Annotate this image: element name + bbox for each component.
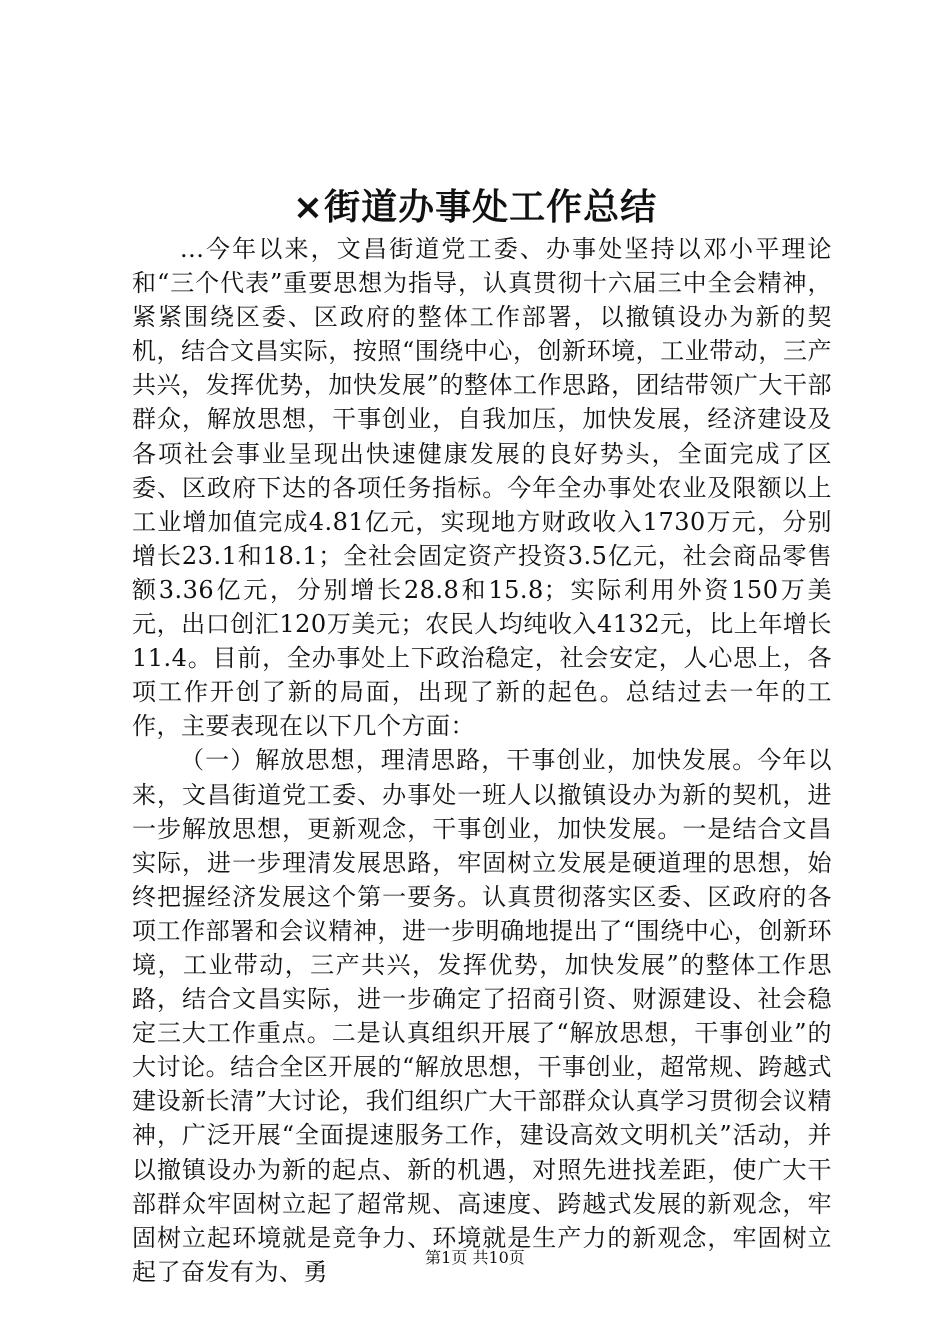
page-number-footer: 第1页 共10页 (425, 1248, 525, 1267)
paragraph-intro: ...今年以来，文昌街道党工委、办事处坚持以邓小平理论和“三个代表”重要思想为指导，认真贯彻十六届三中全会精神，紧紧围绕区委、区政府的整体工作部署，以撤镇设办为新的契机，结合文昌实际，按照“围绕中心，创新环境，工业带动，三产共兴，发挥优势，加快发展”的整体工作思路，团结带领广大干部群众，解放思想，干事创业，自我加压，加快发展，经济建设及各项社会事业呈现出快速健康发展的良好势头，全面完成了区委、区政府下达的各项任务指标。今年全办事处农业及限额以上工业增加值完成4.81亿元，实现地方财政收入1730万元，分别增长23.1和18.1；全社会固定资产投资3.5亿元，社会商品零售额3.36亿元，分别增长28.8和15.8；实际利用外资150万美元，出口创汇120万美元；农民人均纯收入4132元，比上年增长11.4。目前，全办事处上下政治稳定，社会安定，人心思上，各项工作开创了新的局面，出现了新的起色。总结过去一年的工作，主要表现在以下几个方面： (132, 235, 832, 741)
paragraph-section-1: （一）解放思想，理清思路，干事创业，加快发展。今年以来，文昌街道党工委、办事处一班人以撤镇设办为新的契机，进一步解放思想，更新观念，干事创业，加快发展。一是结合文昌实际，进一步理清发展思路，牢固树立发展是硬道理的思想，始终把握经济发展这个第一要务。认真贯彻落实区委、区政府的各项工作部署和会议精神，进一步明确地提出了“围绕中心，创新环境，工业带动，三产共兴，发挥优势，加快发展”的整体工作思路，结合文昌实际，进一步确定了招商引资、财源建设、社会稳定三大工作重点。二是认真组织开展了“解放思想，干事创业”的大讨论。结合全区开展的“解放思想，干事创业，超常规、跨越式建设新长清”大讨论，我们组织广大干部群众认真学习贯彻会议精神，广泛开展“全面提速服务工作，建设高效文明机关”活动，并以撤镇设办为新的起点、新的机遇，对照先进找差距，使广大干部群众牢固树立起了超常规、高速度、跨越式发展的新观念，牢固树立起环境就是竞争力、环境就是生产力的新观念，牢固树立起了奋发有为、勇 (132, 746, 832, 1286)
document-title: ×街道办事处工作总结 (292, 187, 658, 228)
document-body (132, 232, 832, 1289)
